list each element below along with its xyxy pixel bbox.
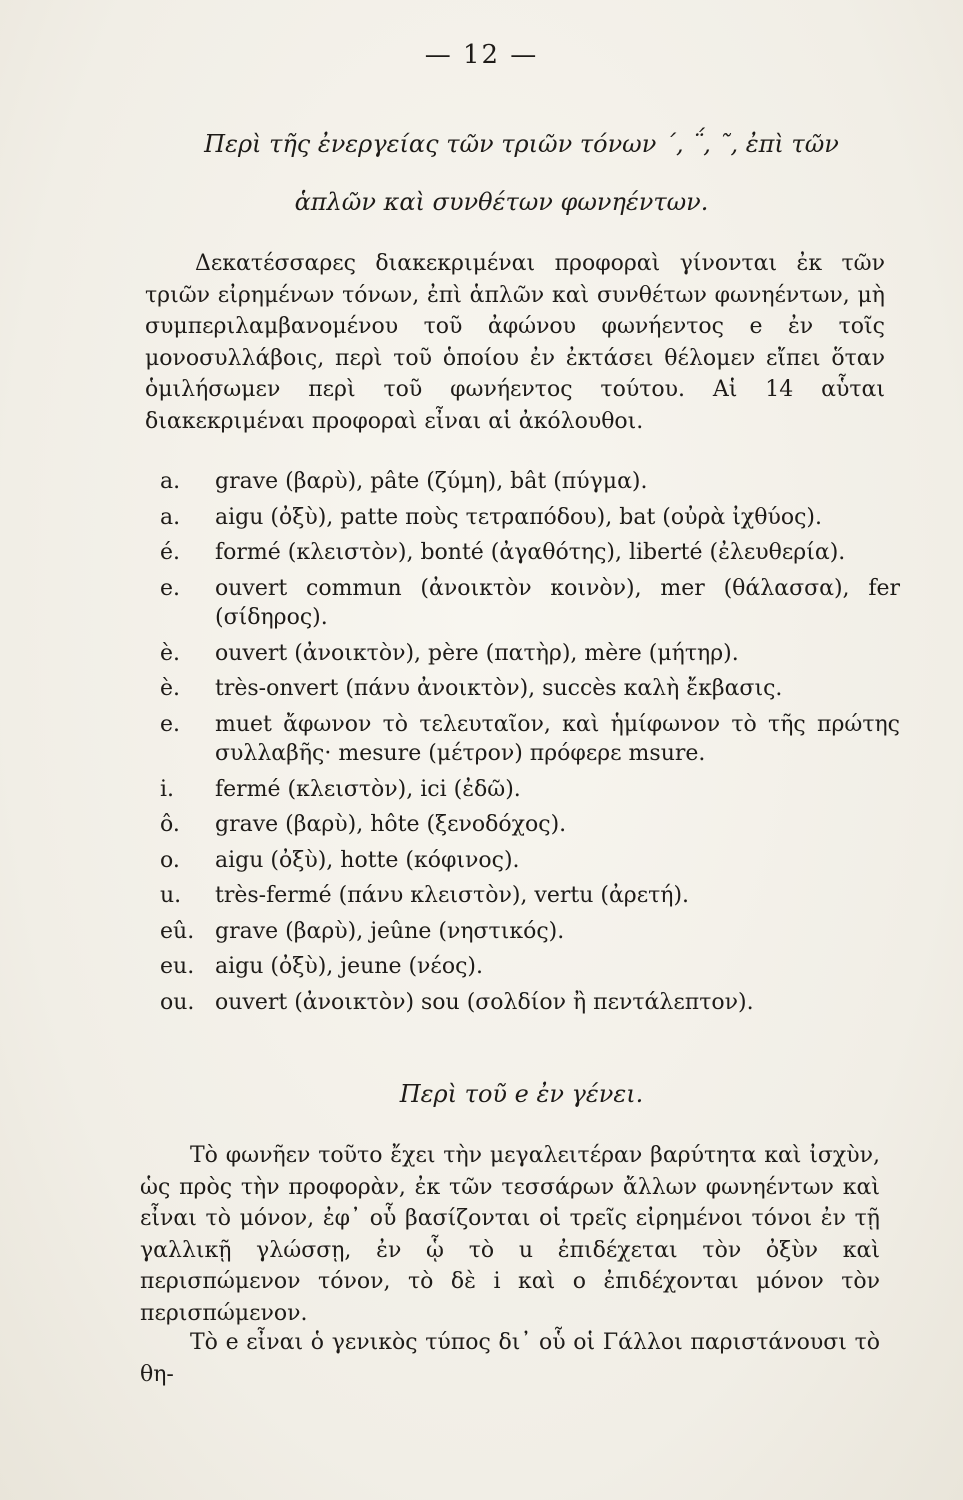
list-item-text: grave (βαρὺ), jeûne (νηστικός). <box>215 918 565 944</box>
list-item-text: très-onvert (πάνυ ἀνοικτὸν), succès καλὴ ἔκβασις. <box>215 676 783 701</box>
list-item-key: i. <box>160 776 175 802</box>
list-item-key: a. <box>160 469 181 494</box>
list-item <box>160 988 900 1018</box>
list-item-text: grave (βαρὺ), hôte (ξενοδόχος). <box>215 812 567 837</box>
list-item <box>160 952 900 982</box>
list-item-text: aigu (ὀξὺ), hotte (κόφινος). <box>215 847 520 873</box>
list-item-text: fermé (κλειστὸν), ici (ἐδῶ). <box>215 776 521 802</box>
list-item-key: o. <box>160 847 180 873</box>
list-item-text: aigu (ὀξὺ), patte ποὺς τετραπόδου), bat (οὐρὰ ἰχθύος). <box>215 504 822 530</box>
body-paragraph-text: Τὸ φωνῆεν τοῦτο ἔχει τὴν μεγαλειτέραν βαρύτητα καὶ ἰσχὺν, ὡς πρὸς τὴν προφορὰν, ἐκ τῶν τεσσάρων ἄλλων φωνηέντων καὶ εἶναι τὸ μόνον, ἐφ᾽ οὗ βασίζονται οἱ τρεῖς εἰρημένοι τόνοι ἐν τῇ γαλλικῇ γλώσσῃ, ἐν ᾧ τὸ u ἐπιδέχεται τὸν ὀξὺν καὶ περισπώμενον τόνον, τὸ δὲ i καὶ o ἐπιδέχονται μόνον τὸν περισπώμενον. <box>140 1143 880 1326</box>
list-item <box>160 538 900 568</box>
list-item <box>160 639 900 669</box>
section-heading-line-1: Περὶ τῆς ἐνεργείας τῶν τριῶν τόνων ΄, ΅, ῀, ἐπὶ τῶν <box>204 130 839 158</box>
intro-paragraph-text: Δεκατέσσαρες διακεκριμέναι προφοραὶ γίνονται ἐκ τῶν τριῶν εἰρημένων τόνων, ἐπὶ ἁπλῶν καὶ συνθέτων φωνηέντων, μὴ συμπεριλαμβανομένου τοῦ ἀφώνου φωνήεντος e ἐν τοῖς μονοσυλλάβοις, περὶ τοῦ ὁποίου ἐν ἐκτάσει θέλομεν εἴπει ὅταν ὁμιλήσωμεν περὶ τοῦ φωνήεντος τούτου. Αἱ 14 αὗται διακεκριμέναι προφοραὶ εἶναι αἱ ἀκόλουθοι. <box>145 251 885 434</box>
list-item-key: u. <box>160 883 182 908</box>
intro-paragraph <box>145 248 885 437</box>
subsection-heading: Περὶ τοῦ e ἐν γένει. <box>399 1080 644 1108</box>
list-item <box>160 846 900 876</box>
list-item-key: ô. <box>160 812 180 837</box>
list-item <box>160 917 900 947</box>
list-item-key: è. <box>160 676 181 701</box>
body-paragraph <box>140 1140 880 1329</box>
list-item-key: a. <box>160 504 181 530</box>
list-item-key: e. <box>160 575 181 601</box>
list-item <box>160 881 900 911</box>
list-item <box>160 467 900 497</box>
list-item-text: formé (κλειστὸν), bonté (ἀγαθότης), liberté (ἐλευθερία). <box>215 540 846 565</box>
list-item-key: eu. <box>160 954 195 979</box>
list-item <box>160 710 900 769</box>
list-item <box>160 574 900 633</box>
list-item-text: aigu (ὀξὺ), jeune (νέος). <box>215 954 483 979</box>
list-item-key: é. <box>160 540 181 565</box>
list-item-key: e. <box>160 711 181 737</box>
list-item <box>160 674 900 704</box>
list-item <box>160 775 900 805</box>
list-item <box>160 503 900 533</box>
list-item-key: è. <box>160 640 181 666</box>
list-item-text: ouvert (ἀνοικτὸν) sou (σολδίον ἢ πεντάλεπτον). <box>215 989 754 1015</box>
list-item-text: ouvert commun (ἀνοικτὸν κοινὸν), mer (θάλασσα), fer (σίδηρος). <box>215 575 900 630</box>
list-item-text: muet ἄφωνον τὸ τελευταῖον, καὶ ἡμίφωνον τὸ τῆς πρώτης συλλαβῆς· mesure (μέτρον) πρόφερε msure. <box>215 711 900 766</box>
list-item-key: ou. <box>160 989 195 1015</box>
list-item-text: très-fermé (πάνυ κλειστὸν), vertu (ἀρετή). <box>215 883 690 908</box>
list-item-key: eû. <box>160 918 195 944</box>
list-item-text: ouvert (ἀνοικτὸν), père (πατὴρ), mère (μήτηρ). <box>215 640 739 666</box>
sound-list <box>160 467 900 1023</box>
list-item <box>160 810 900 840</box>
section-heading-line-2: ἁπλῶν καὶ συνθέτων φωνηέντων. <box>294 188 709 216</box>
body-paragraph-continued <box>140 1327 880 1390</box>
body-paragraph-continued-text: Τὸ e εἶναι ὁ γενικὸς τύπος δι᾽ οὗ οἱ Γάλλοι παριστάνουσι τὸ θη- <box>140 1330 880 1387</box>
page-number: — 12 — <box>424 40 539 70</box>
list-item-text: grave (βαρὺ), pâte (ζύμη), bât (πύγμα). <box>215 469 648 494</box>
